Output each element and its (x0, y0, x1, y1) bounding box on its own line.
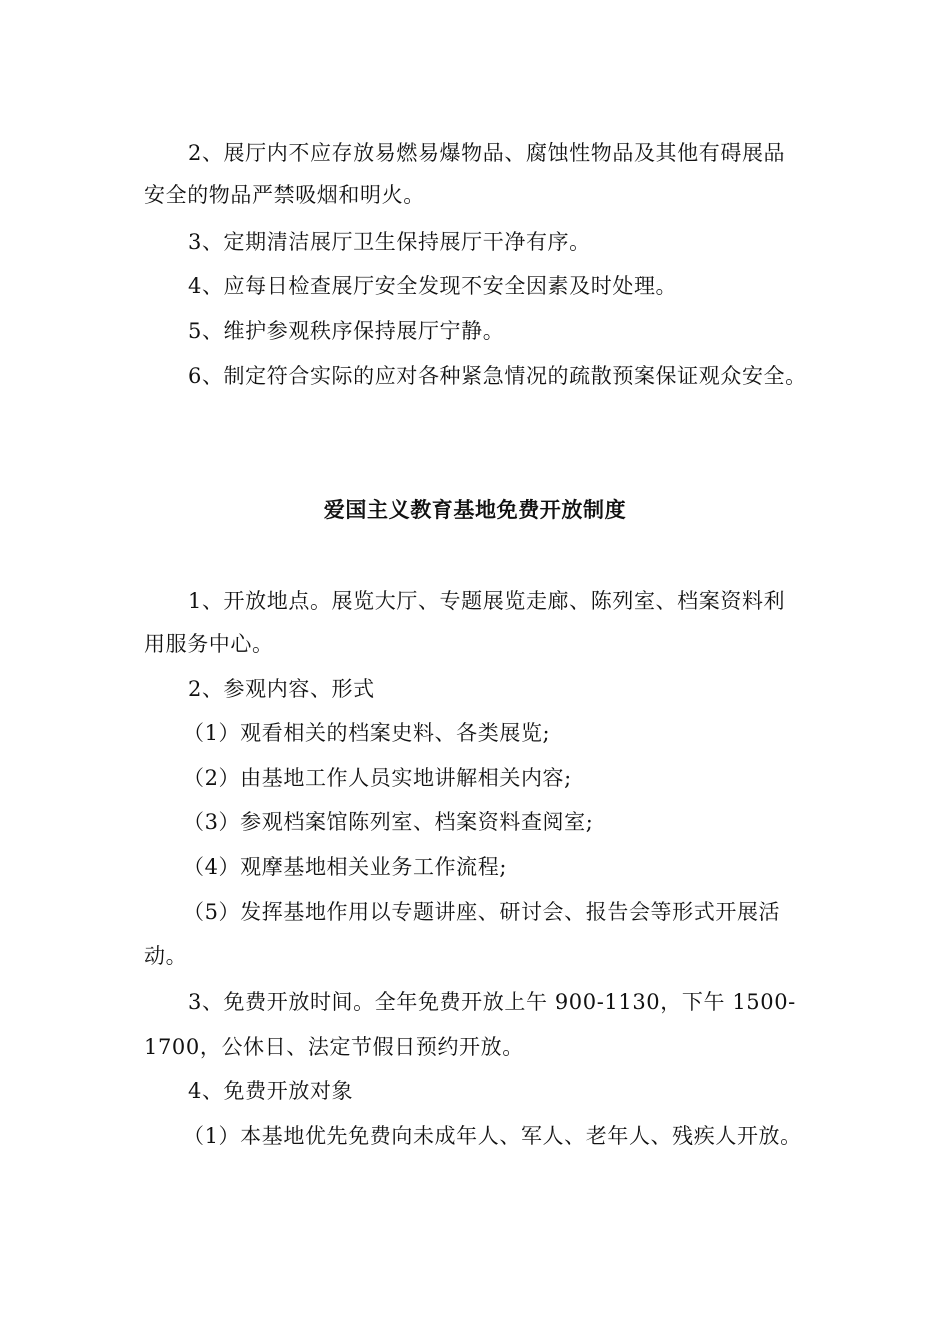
paragraph-line: 用服务中心。 (144, 632, 274, 656)
list-item: （1）本基地优先免费向未成年人、军人、老年人、残疾人开放。 (183, 1124, 802, 1148)
list-item: （4）观摩基地相关业务工作流程; (183, 855, 508, 879)
paragraph-line: 1700，公休日、法定节假日预约开放。 (144, 1035, 524, 1059)
list-item: （1）观看相关的档案史料、各类展览; (183, 721, 551, 745)
paragraph-line: 动。 (144, 944, 188, 968)
list-item: （5）发挥基地作用以专题讲座、研讨会、报告会等形式开展活 (183, 900, 781, 924)
paragraph-line: 3、定期清洁展厅卫生保持展厅干净有序。 (188, 230, 591, 254)
section-title: 爱国主义教育基地免费开放制度 (323, 497, 627, 522)
paragraph-line: 3、免费开放时间。全年免费开放上午 900-1130，下午 1500- (188, 990, 796, 1014)
paragraph-line: 2、参观内容、形式 (188, 677, 375, 701)
list-item: （3）参观档案馆陈列室、档案资料查阅室; (183, 810, 594, 834)
paragraph-line: 安全的物品严禁吸烟和明火。 (144, 183, 425, 207)
paragraph-line: 1、开放地点。展览大厅、专题展览走廊、陈列室、档案资料利 (188, 589, 786, 613)
paragraph-line: 5、维护参观秩序保持展厅宁静。 (188, 319, 505, 343)
paragraph-line: 6、制定符合实际的应对各种紧急情况的疏散预案保证观众安全。 (188, 364, 807, 388)
paragraph-line: 4、免费开放对象 (188, 1079, 354, 1103)
list-item: （2）由基地工作人员实地讲解相关内容; (183, 766, 572, 790)
paragraph-line: 2、展厅内不应存放易燃易爆物品、腐蚀性物品及其他有碍展品 (188, 141, 786, 165)
paragraph-line: 4、应每日检查展厅安全发现不安全因素及时处理。 (188, 274, 678, 298)
